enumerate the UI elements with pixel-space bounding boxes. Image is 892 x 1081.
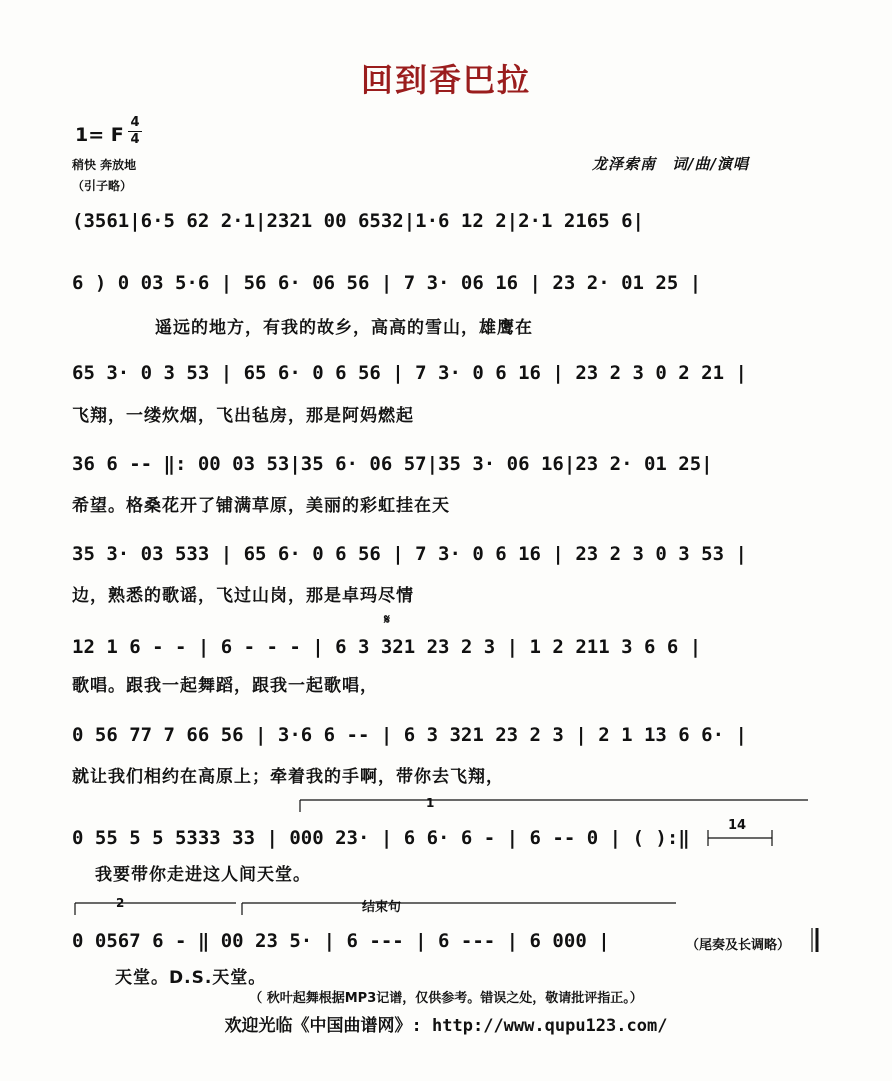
coda-note: （尾奏及长调略） [686, 938, 791, 953]
ending-label: 结束句 [362, 900, 402, 915]
intro-note: （引子略） [72, 179, 133, 193]
footer-site: 欢迎光临《中国曲谱网》: http://www.qupu123.com/ [224, 1016, 668, 1036]
footer-note: （ 秋叶起舞根据MP3记谱，仅供参考。错误之处，敬请批评指正。） [249, 991, 643, 1006]
notation-row-2: 6 ) 0 03 5·6 | 56 6· 06 56 | 7 3· 06 16 | 23 2· 01 25 | [72, 272, 702, 294]
notation-row-1: (3561|6·5 62 2·1|2321 00 6532|1·6 12 2|2·1 2165 6| [72, 210, 644, 232]
repeat-count: 14 [728, 818, 747, 833]
notation-row-7: 0 56 77 7 66 56 | 3·6 6 -- | 6 3 321 23 2 3 | 2 1 13 6 6· | [72, 724, 747, 746]
volta-1-label: 1 [426, 796, 435, 810]
lyrics-row-2: 遥远的地方，有我的故乡，高高的雪山，雄鹰在 [155, 318, 533, 338]
meter-top: 4 [130, 115, 140, 130]
lyrics-row-3: 飞翔，一缕炊烟，飞出毡房，那是阿妈燃起 [72, 406, 414, 426]
meter-bottom: 4 [130, 132, 140, 147]
lyrics-row-9: 天堂。D.S.天堂。 [115, 968, 267, 988]
tempo-marking: 稍快 奔放地 [72, 158, 137, 172]
segno-sign: 𝄋 [384, 612, 391, 628]
notation-row-4: 36 6 -- ‖: 00 03 53|35 6· 06 57|35 3· 06 16|23 2· 01 25| [72, 453, 713, 475]
volta-2-label: 2 [116, 896, 125, 910]
notation-row-5: 35 3· 03 533 | 65 6· 0 6 56 | 7 3· 0 6 16 | 23 2 3 0 3 53 | [72, 543, 747, 565]
lyrics-row-5: 边，熟悉的歌谣，飞过山岗，那是卓玛尽情 [72, 586, 414, 606]
notation-row-9: 0 0567 6 - ‖ 00 23 5· | 6 --- | 6 --- | 6 000 | [72, 930, 610, 952]
lyrics-row-4: 希望。格桑花开了铺满草原，美丽的彩虹挂在天 [72, 496, 450, 516]
notation-row-8: 0 55 5 5 5333 33 | 000 23· | 6 6· 6 - | 6 -- 0 | ( ):‖ [72, 827, 690, 849]
song-title: 回到香巴拉 [360, 61, 531, 99]
key-signature: 1= F [75, 124, 124, 146]
lyrics-row-8: 我要带你走进这人间天堂。 [95, 865, 311, 885]
notation-row-3: 65 3· 0 3 53 | 65 6· 0 6 56 | 7 3· 0 6 16 | 23 2 3 0 2 21 | [72, 362, 747, 384]
notation-row-6: 12 1 6 - - | 6 - - - | 6 3 321 23 2 3 | 1 2 211 3 6 6 | [72, 636, 702, 658]
credits: 龙泽索南 词/曲/演唱 [592, 155, 749, 173]
lyrics-row-6: 歌唱。跟我一起舞蹈，跟我一起歌唱， [72, 676, 378, 696]
lyrics-row-7: 就让我们相约在高原上；牵着我的手啊，带你去飞翔， [72, 767, 504, 787]
